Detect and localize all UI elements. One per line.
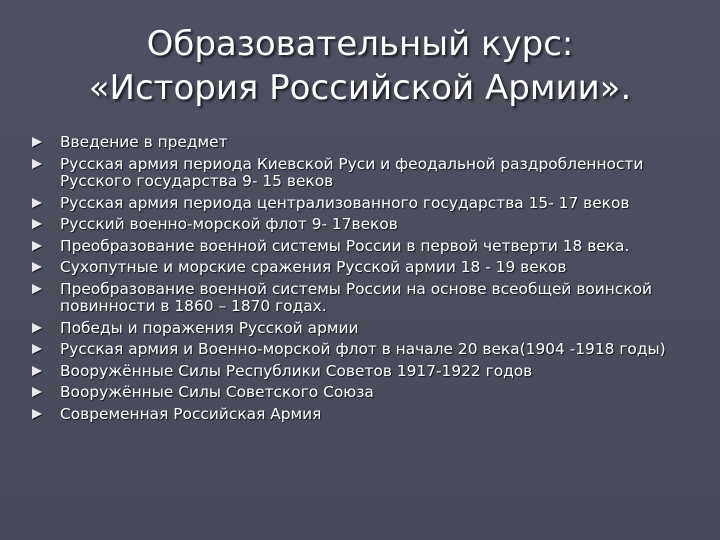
slide-title-line-2: «История Российской Армии». [88,68,632,108]
triangle-bullet-icon [32,284,42,294]
list-item [32,384,682,402]
list-item [32,259,682,277]
triangle-bullet-icon [32,262,42,272]
list-item [32,281,682,316]
triangle-bullet-icon [32,323,42,333]
list-item [32,341,682,359]
list-item [32,156,682,191]
list-item [32,320,682,338]
list-item [32,195,682,213]
list-item [32,134,682,152]
triangle-bullet-icon [32,137,42,147]
triangle-bullet-icon [32,366,42,376]
triangle-bullet-icon [32,409,42,419]
triangle-bullet-icon [32,241,42,251]
triangle-bullet-icon [32,387,42,397]
list-item-text: Введение в предмет [60,133,228,151]
triangle-bullet-icon [32,198,42,208]
list-item [32,406,682,424]
triangle-bullet-icon [32,159,42,169]
slide-title-line-1: Образовательный курс: [146,24,574,64]
list-item-text: Русская армия периода централизованного государства 15- 17 веков [60,193,630,212]
list-item-text: Преобразование военной системы России в первой четверти 18 века. [60,236,630,255]
list-item-text: Русская армия периода Киевской Руси и феодальной раздробленности Русского государства 9- 15 веков [60,154,644,190]
list-item-text: Современная Российская Армия [60,404,322,423]
course-topics-list [32,134,682,427]
list-item-text: Преобразование военной системы России на основе всеобщей воинской повинности в 1860 – 1870 годах. [60,279,653,315]
list-item [32,238,682,256]
list-item-text: Победы и поражения Русской армии [60,318,359,337]
list-item-text: Русская армия и Военно-морской флот в начале 20 века(1904 -1918 годы) [60,340,666,358]
list-item [32,363,682,381]
triangle-bullet-icon [32,219,42,229]
slide-title [10,22,710,110]
list-item-text: Сухопутные и морские сражения Русской армии 18 - 19 веков [60,258,567,276]
list-item [32,216,682,234]
list-item-text: Русский военно-морской флот 9- 17веков [60,215,398,233]
list-item-text: Вооружённые Силы Республики Советов 1917-1922 годов [60,361,533,380]
triangle-bullet-icon [32,344,42,354]
list-item-text: Вооружённые Силы Советского Союза [60,383,374,401]
